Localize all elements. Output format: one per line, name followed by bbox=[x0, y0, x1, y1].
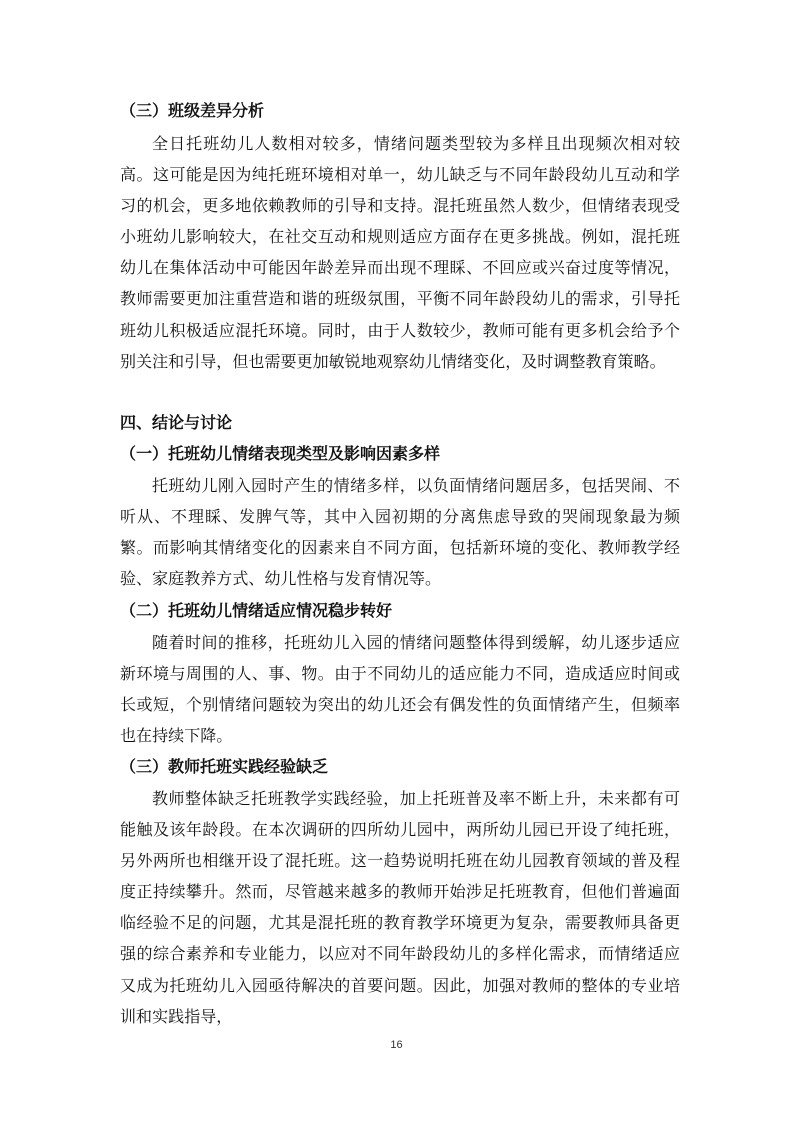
subsection-heading-adaptation: （二）托班幼儿情绪适应情况稳步转好 bbox=[120, 601, 393, 620]
section-heading-conclusion: 四、结论与讨论 bbox=[120, 413, 233, 432]
section-heading-class-difference: （三）班级差异分析 bbox=[120, 101, 265, 120]
paragraph-class-difference: 全日托班幼儿人数相对较多，情绪问题类型较为多样且出现频次相对较高。这可能是因为纯托班环境相对单一，幼儿缺乏与不同年龄段幼儿互动和学习的机会，更多地依赖教师的引导和支持。混托班虽然人数少，但情绪表现受小班幼儿影响较大，在社交互动和规则适应方面存在更多挑战。例如，混托班幼儿在集体活动中可能因年龄差异而出现不理睬、不回应或兴奋过度等情况，教师需要更加注重营造和谐的班级氛围，平衡不同年龄段幼儿的需求，引导托班幼儿积极适应混托环境。同时，由于人数较少，教师可能有更多机会给予个别关注和引导，但也需要更加敏锐地观察幼儿情绪变化，及时调整教育策略。 bbox=[120, 134, 680, 371]
paragraph-adaptation: 随着时间的推移，托班幼儿入园的情绪问题整体得到缓解，幼儿逐步适应新环境与周围的人、事、物。由于不同幼儿的适应能力不同，造成适应时间或长或短，个别情绪问题较为突出的幼儿还会有偶发性的负面情绪产生，但频率也在持续下降。 bbox=[120, 633, 680, 746]
subsection-heading-teacher-experience: （三）教师托班实践经验缺乏 bbox=[120, 757, 329, 776]
subsection-heading-emotion-types: （一）托班幼儿情绪表现类型及影响因素多样 bbox=[120, 444, 441, 463]
paragraph-teacher-experience: 教师整体缺乏托班教学实践经验，加上托班普及率不断上升，未来都有可能触及该年龄段。在本次调研的四所幼儿园中，两所幼儿园已开设了纯托班，另外两所也相继开设了混托班。这一趋势说明托班在幼儿园教育领域的普及程度正持续攀升。然而，尽管越来越多的教师开始涉足托班教育，但他们普遍面临经验不足的问题，尤其是混托班的教育教学环境更为复杂，需要教师具备更强的综合素养和专业能力，以应对不同年龄段幼儿的多样化需求，而情绪适应又成为托班幼儿入园亟待解决的首要问题。因此，加强对教师的整体的专业培训和实践指导， bbox=[120, 789, 680, 1026]
page-number: 16 bbox=[390, 1039, 403, 1051]
paragraph-emotion-types: 托班幼儿刚入园时产生的情绪多样，以负面情绪问题居多，包括哭闹、不听从、不理睬、发脾气等，其中入园初期的分离焦虑导致的哭闹现象最为频繁。而影响其情绪变化的因素来自不同方面，包括新环境的变化、教师教学经验、家庭教养方式、幼儿性格与发育情况等。 bbox=[120, 476, 680, 589]
